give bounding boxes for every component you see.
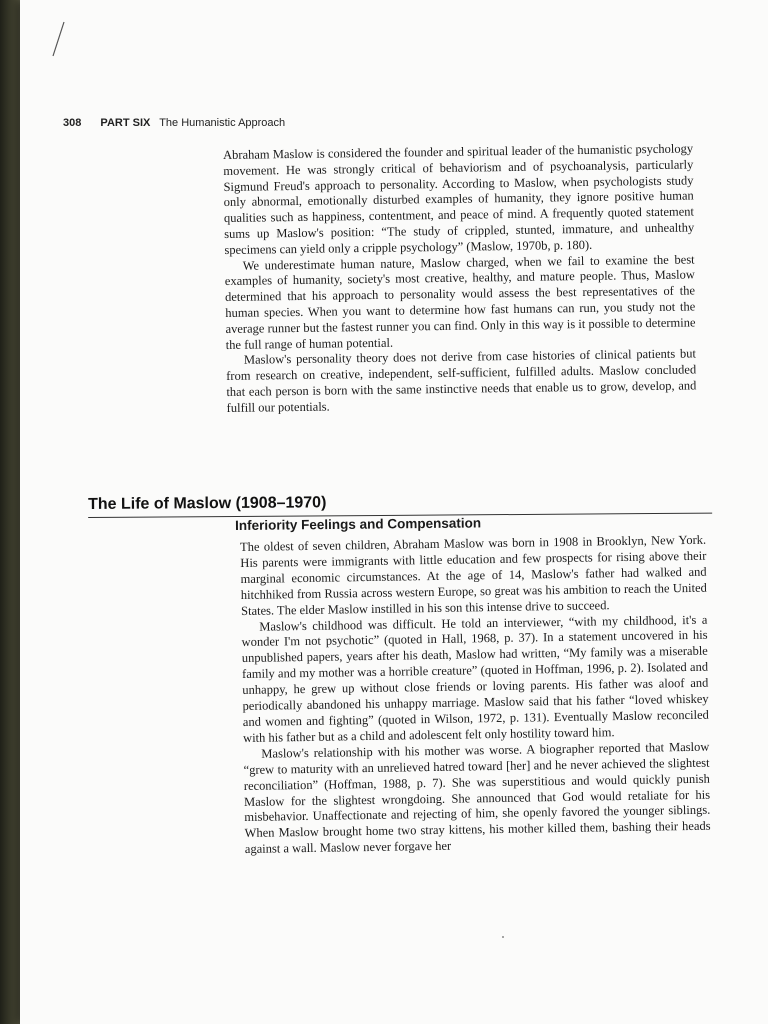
part-label: PART SIX [100,117,151,129]
section-title: The Life of Maslow (1908–1970) [88,494,327,513]
running-header [63,117,285,129]
page-number: 308 [63,117,82,129]
paragraph: Maslow's childhood was difficult. He told an interviewer, “with my childhood, it's a wonder I'm not psychotic” (quoted in Hall, 1968, p. 37). In a statement uncovered in his unpublished papers, years after his death, Maslow had written, “My family was a miserable family and my mother was a horrible creature” (quoted in Hoffman, 1996, p. 2). Isolated and unhappy, he grew up without close friends or loving parents. His father was aloof and periodically abandoned his unhappy marriage. Maslow said that his father “loved whiskey and women and fighting” (quoted in Wilson, 1972, p. 131). Eventually Maslow reconciled with his father but as a child and adolescent felt only hostility toward him. [241,612,709,745]
part-title: The Humanistic Approach [159,117,286,129]
intro-text [223,141,697,416]
paragraph: Maslow's personality theory does not derive from case histories of clinical patients but from research on creative, independent, self-sufficient, fulfilled adults. Maslow concluded that each person is born with the same instinctive needs that enable us to grow, develop, and fulfill our potentials. [226,346,697,415]
paragraph: The oldest of seven children, Abraham Maslow was born in 1908 in Brooklyn, New York. His parents were immigrants with little education and few prospects for rising above their marginal economic circumstances. At the age of 14, Maslow's father had walked and hitchhiked from Russia across western Europe, so great was his ambition to reach the United States. The elder Maslow instilled in his son this intense drive to succeed. [240,532,707,618]
paragraph: Maslow's relationship with his mother was worse. A biographer reported that Maslow “grew to maturity with an unrelieved hatred toward [her] and he never achieved the slightest reconciliation” (Hoffman, 1988, p. 7). She was superstitious and would quickly punish Maslow for the slightest wrongdoing. She announced that God would retaliate for his misbehavior. Unaffectionate and rejecting of him, she openly favored the younger siblings. When Maslow brought home two stray kittens, his mother killed them, bashing their heads against a wall. Maslow never forgave her [243,739,711,857]
subheading: Inferiority Feelings and Compensation [235,515,482,533]
section-heading [88,489,712,518]
pen-mark [50,20,66,60]
paragraph: Abraham Maslow is considered the founder and spiritual leader of the humanistic psychology movement. He was strongly critical of behaviorism and of psychoanalysis, particularly Sigmund Freud's approach to personality. According to Maslow, when psychologists study only abnormal, emotionally disturbed examples of humanity, they ignore positive human qualities such as happiness, contentment, and peace of mind. A frequently quoted statement sums up Maslow's position: “The study of crippled, stunted, immature, and unhealthy specimens can yield only a cripple psychology” (Maslow, 1970b, p. 180). [223,141,695,257]
dust-speck [502,936,504,938]
book-page [20,0,768,1024]
body-text [240,533,711,858]
paragraph: We underestimate human nature, Maslow charged, when we fail to examine the best examples of humanity, society's most creative, healthy, and mature people. Thus, Maslow determined that his approach to personality would assess the best representatives of the human species. When you want to determine how fast humans can run, you study not the average runner but the fastest runner you can find. Only in this way is it possible to determine the full range of human potential. [224,252,696,352]
